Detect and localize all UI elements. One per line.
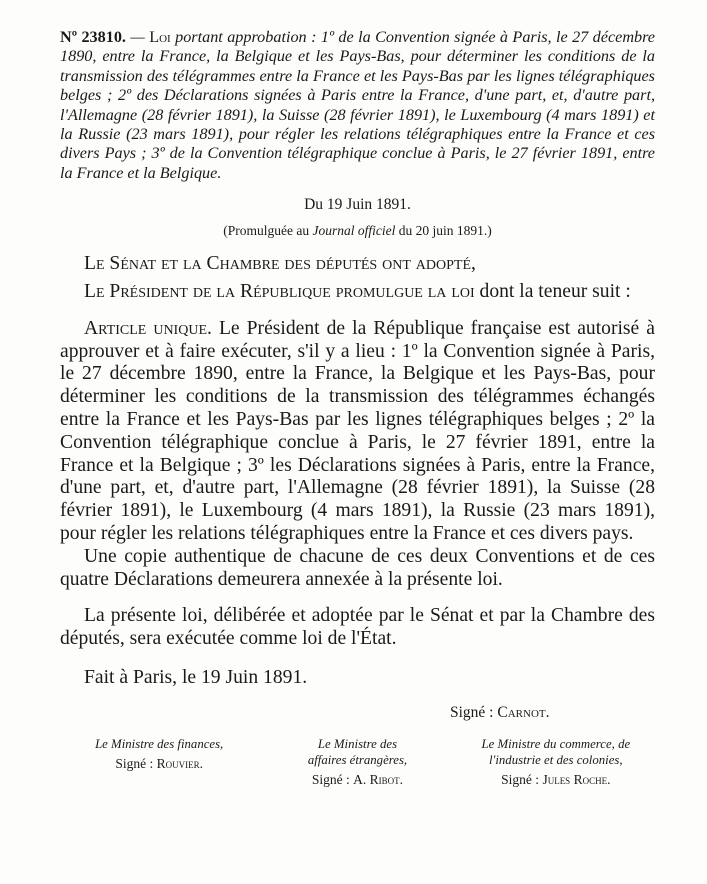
minister-name: Jules Roche. [542, 771, 611, 787]
promulgation-note [60, 223, 655, 239]
minister-role: Le Ministre du commerce, de l'industrie et des colonies, [481, 736, 631, 767]
minister-name: A. Ribot. [353, 771, 404, 787]
minister-signatures [60, 736, 655, 788]
president-signature [60, 704, 655, 722]
promulgation-journal: Journal officiel [312, 223, 396, 239]
minister-signature [457, 772, 655, 788]
minister-signature [258, 772, 456, 788]
law-title-lead: Loi [149, 28, 171, 46]
copy-paragraph: Une copie authentique de chacune de ces deux Conventions et de ces quatre Déclarations demeurera annexée à la présente loi. [60, 545, 655, 590]
promulgation-after: du 20 juin 1891.) [395, 223, 492, 239]
minister-signed-label: Signé : [311, 771, 354, 787]
minister-signature [60, 756, 258, 772]
minister-foreign-affairs [258, 736, 456, 788]
law-number: Nº 23810. [60, 28, 126, 46]
minister-name: Rouvier. [156, 755, 203, 771]
promulgation-rest: dont la teneur suit : [474, 281, 631, 303]
minister-role: Le Ministre des affaires étrangères, [307, 736, 408, 767]
signing-place-date: Fait à Paris, le 19 Juin 1891. [84, 667, 308, 688]
article-text: Le Président de la République française est autorisé à approuver et à faire exécuter, s'il y a lieu : 1º la Convention signée à Paris, le 27 décembre 1890, entre la France, la Belgique et les Pays-Bas, pour déterminer les conditions de la transmission des télégrammes échangés entre la France et les Pays-Bas par les lignes télégraphiques belges ; 2º la Convention télégraphique conclue à Paris, le 27 février 1891, entre la France et la Belgique ; 3º les Déclarations signées à Paris, entre la France, d'une part, et, d'autre part, l'Allemagne (28 février 1891), la Suisse (28 février 1891), le Luxembourg (4 mars 1891), la Russie (23 mars 1891), pour régler les relations télégraphiques entre la France et ces divers pays. [60, 317, 655, 545]
minister-role: Le Ministre des finances, [95, 736, 224, 751]
president-signed-label: Signé : [450, 703, 498, 721]
article-label: Article unique. [84, 317, 212, 339]
law-date: Du 19 Juin 1891. [304, 196, 411, 214]
promulgation-caps: Le Président de la République promulgue la loi [84, 281, 475, 303]
minister-signed-label: Signé : [501, 771, 543, 787]
adoption-statement: Le Sénat et la Chambre des députés ont adopté, [84, 253, 476, 275]
minister-signed-label: Signé : [115, 755, 157, 771]
promulgation-statement [60, 281, 655, 304]
law-dash: — [125, 28, 150, 46]
execution-paragraph: La présente loi, délibérée et adoptée par le Sénat et par la Chambre des députés, sera exécutée comme loi de l'État. [60, 605, 655, 650]
law-header [60, 28, 655, 183]
law-title-text: portant approbation : 1º de la Convention signée à Paris, le 27 décembre 1890, entre la France, la Belgique et les Pays-Bas, pour déterminer les conditions de la transmission des télégrammes entre la France et les Pays-Bas par les lignes télégraphiques belges ; 2º des Déclarations signées à Paris entre la France, d'une part, et, d'autre part, l'Allemagne (28 février 1891), la Suisse (28 février 1891), le Luxembourg (4 mars 1891) et la Russie (23 mars 1891), pour régler les relations télégraphiques entre la France et ces divers Pays ; 3º de la Convention télégraphique conclue à Paris, le 27 février 1891, entre la France et la Belgique. [60, 28, 655, 182]
president-name: Carnot. [497, 703, 550, 721]
article-unique [60, 318, 655, 546]
minister-commerce [457, 736, 655, 788]
promulgation-before: (Promulguée au [223, 223, 313, 239]
minister-finances [60, 736, 258, 788]
